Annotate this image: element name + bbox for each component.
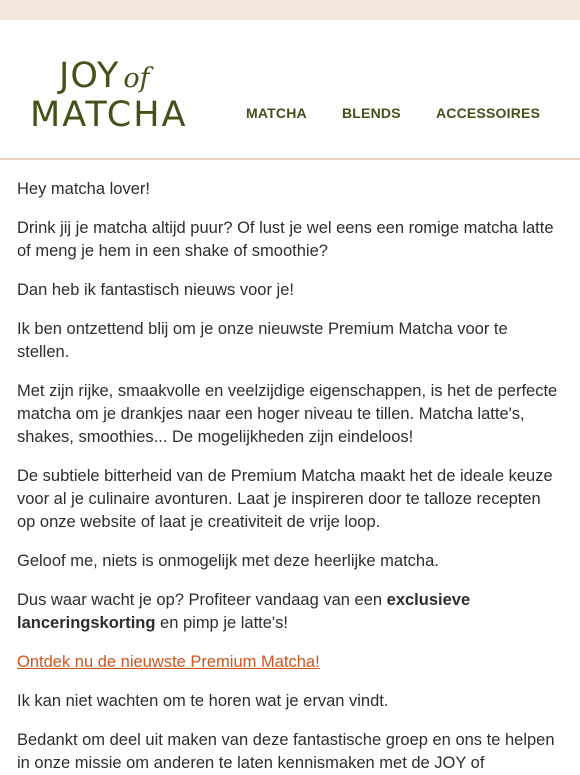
premium-matcha-link[interactable]: Ontdek nu de nieuwste Premium Matcha!: [17, 653, 320, 671]
nav-item-matcha[interactable]: MATCHA: [246, 105, 307, 121]
logo-of: of: [123, 63, 150, 94]
discount-highlight: exclusieve lanceringskorting: [17, 591, 471, 632]
paragraph-4: Met zijn rijke, smaakvolle en veelzijdige eigenschappen, is het de perfecte matcha om je drankjes naar een hoger niveau te tillen. Matcha latte's, shakes, smoothies... De mogelijkheden zijn eindeloos!: [17, 382, 558, 446]
paragraph-7: [17, 589, 563, 635]
nav-item-accessoires[interactable]: ACCESSOIRES: [436, 105, 541, 121]
paragraph-7-pre: Dus waar wacht je op? Profiteer vandaag van een: [17, 591, 387, 609]
logo-line-1: [59, 57, 150, 98]
paragraph-9: Bedankt om deel uit maken van deze fantastische groep en ons te helpen in onze missie om anderen te laten kennismaken met de JOY of: [17, 731, 555, 772]
logo-joy: JOY: [59, 56, 120, 96]
greeting: Hey matcha lover!: [17, 180, 150, 198]
joy-of-matcha-logo[interactable]: [30, 57, 198, 153]
cta-paragraph: [17, 651, 563, 674]
paragraph-6: Geloof me, niets is onmogelijk met deze heerlijke matcha.: [17, 552, 439, 570]
paragraph-2: Dan heb ik fantastisch nieuws voor je!: [17, 281, 294, 299]
email-body: [0, 160, 580, 775]
email-header: [0, 20, 580, 160]
paragraph-5: De subtiele bitterheid van de Premium Matcha maakt het de ideale keuze voor al je culinaire avonturen. Laat je inspireren door te talloze recepten op onze website of laat je creativiteit de vrije loop.: [17, 467, 553, 531]
paragraph-1: Drink jij je matcha altijd puur? Of lust je wel eens een romige matcha latte of meng je hem in een shake of smoothie?: [17, 219, 554, 260]
nav-item-blends[interactable]: BLENDS: [342, 105, 401, 121]
paragraph-7-post: en pimp je latte's!: [155, 614, 288, 632]
top-bar: [0, 0, 580, 20]
logo-line-2: MATCHA: [30, 95, 188, 135]
paragraph-8: Ik kan niet wachten om te horen wat je ervan vindt.: [17, 692, 389, 710]
paragraph-3: Ik ben ontzettend blij om je onze nieuwste Premium Matcha voor te stellen.: [17, 320, 508, 361]
